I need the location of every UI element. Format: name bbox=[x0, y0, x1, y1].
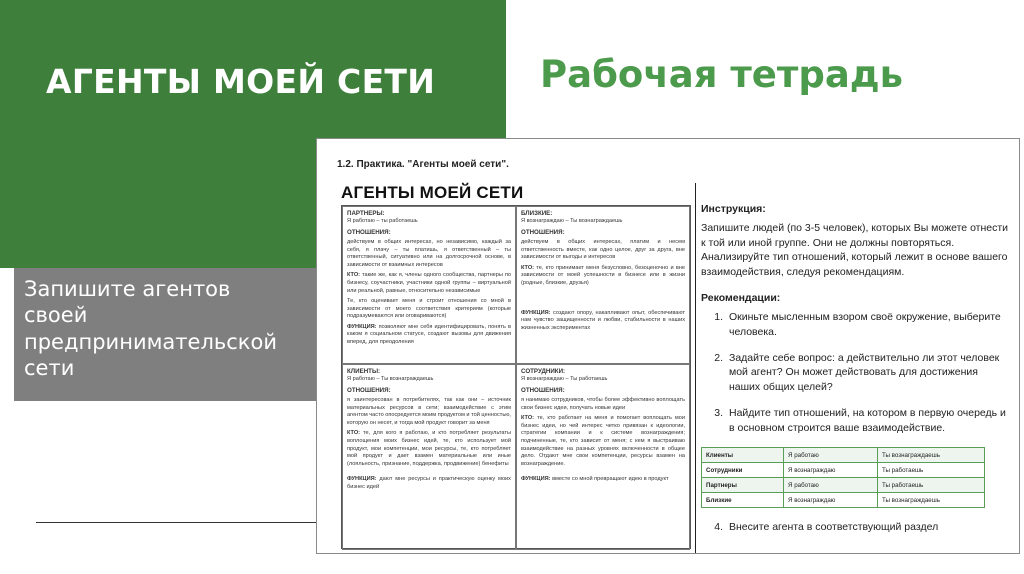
cell-extra-text: Те, кто оценивает меня и строит отношения со мной в зависимости от моего соответствия критериям (которые подразумеваются или оговариваются) bbox=[347, 298, 511, 320]
table-cell: Близкие bbox=[702, 493, 784, 508]
table-cell: Ты работаешь bbox=[878, 478, 985, 493]
cell-function bbox=[347, 324, 511, 347]
cell-relations-label: ОТНОШЕНИЯ: bbox=[521, 228, 565, 236]
list-item bbox=[701, 520, 1011, 535]
side-note-line: предпринимательской bbox=[24, 329, 277, 354]
table-row bbox=[702, 463, 985, 478]
table-row bbox=[702, 478, 985, 493]
list-item bbox=[701, 351, 1011, 396]
cell-subtitle: Я работаю – ты работаешь bbox=[347, 218, 418, 225]
cell-subtitle: Я вознаграждаю – Ты вознаграждаешь bbox=[521, 218, 623, 225]
table-cell: Сотрудники bbox=[702, 463, 784, 478]
cell-title: ПАРТНЕРЫ: bbox=[347, 210, 385, 217]
table-cell: Партнеры bbox=[702, 478, 784, 493]
cell-relations-text: действуем в общих интересах, но независимо, каждый за себя, я плачу – ты платишь, я ответственный – ты ответственный, ситуативно или на долгосрочной основе, в зависимости от взаимных интересов bbox=[347, 239, 511, 268]
list-item bbox=[701, 310, 1011, 340]
cell-subtitle: Я вознаграждаю – Ты работаешь bbox=[521, 376, 608, 383]
cell-who bbox=[347, 272, 511, 295]
cell-function-label: ФУНКЦИЯ: bbox=[347, 476, 377, 483]
step-text: Задайте себе вопрос: а действительно ли этот человек мой агент? Он может действовать для достижения наших общих целей? bbox=[729, 351, 1000, 394]
cell-title: БЛИЗКИЕ: bbox=[521, 210, 553, 217]
table-cell: Ты работаешь bbox=[878, 463, 985, 478]
cell-function-label: ФУНКЦИЯ: bbox=[347, 323, 377, 330]
cell-relations-label: ОТНОШЕНИЯ: bbox=[347, 228, 391, 236]
doc-heading: 1.2. Практика. "Агенты моей сети". bbox=[337, 159, 509, 170]
cell-function-text: дают мне ресурсы и практическую оценку моих бизнес идей bbox=[347, 476, 511, 490]
cell-who-label: КТО: bbox=[347, 430, 361, 437]
page-title: АГЕНТЫ МОЕЙ СЕТИ bbox=[46, 62, 436, 101]
cell-relations-text: я нанимаю сотрудников, чтобы более эффективно воплощать свои бизнес идеи, получать новые идеи bbox=[521, 397, 685, 411]
cell-function bbox=[521, 310, 685, 333]
step-number: 2. bbox=[714, 351, 723, 364]
cell-employees bbox=[516, 364, 690, 550]
cell-who-text: те, для кого я работаю, и кто потребляет результаты воплощения моих бизнес идей, те, кто использует мой продукт, мои компетенции, мои ресурсы, те, кто потребляет мой продукт и дает взамен материальные или иные (лояльность, признание, поддержка, продвижение) бенефиты bbox=[347, 430, 511, 467]
relations-mini-table bbox=[701, 447, 985, 508]
cell-who-text: такие же, как я, члены одного сообщества, партнеры по бизнесу, соучастники, участники одной группы – виртуальной или реальной, равные, относительно независимые bbox=[347, 272, 511, 294]
cell-who-text: те, кто работает на меня и помогает воплощать мои бизнес идеи, но чей интерес четко привязан к идеологии, стратегии компании и к системе вознаграждения; подчиненные, те, кто зависит от меня; с кем я выстраиваю взаимодействие на разных уровнях включенности в общее дело. Отдают мне свои компетенции, ресурсы взамен на вознаграждение. bbox=[521, 415, 685, 467]
cell-who bbox=[521, 415, 685, 468]
recommendations-list bbox=[701, 310, 1011, 436]
cell-clients bbox=[342, 364, 516, 550]
workbook-page-image bbox=[316, 138, 1020, 554]
cell-who bbox=[521, 265, 685, 288]
step-text: Окиньте мысленным взором своё окружение, выберите человека. bbox=[729, 310, 1001, 338]
cell-who bbox=[347, 430, 511, 468]
doc-column-divider bbox=[695, 183, 696, 554]
cell-function-label: ФУНКЦИЯ: bbox=[521, 476, 551, 483]
cell-relations-text: действуем в общих интересах, платим и несем ответственность вместе, как одно целое, друг за друга, вне зависимости от выгоды и интересов bbox=[521, 239, 685, 261]
cell-subtitle: Я работаю – Ты вознаграждаешь bbox=[347, 376, 434, 383]
cell-close-ones bbox=[516, 206, 690, 364]
list-item bbox=[701, 406, 1011, 436]
table-cell: Я работаю bbox=[784, 478, 878, 493]
step-number: 1. bbox=[714, 310, 723, 323]
step-text: Найдите тип отношений, на котором в первую очередь и в основном строится ваше взаимодействие. bbox=[729, 407, 1006, 435]
instruction-text: Запишите людей (по 3-5 человек), которых Вы можете отнести к той или иной группе. Они не должны повторяться. Анализируйте тип отношений, который лежит в основе вашего взаимодействия, следуя рекомендациям. bbox=[701, 222, 1009, 279]
agents-grid bbox=[341, 205, 691, 549]
cell-who-label: КТО: bbox=[521, 264, 535, 271]
side-note-line: Запишите агентов bbox=[24, 277, 231, 301]
instructions-column bbox=[701, 203, 1011, 546]
recommendations-label: Рекомендации: bbox=[701, 291, 781, 304]
cell-relations-text: я заинтересован в потребителях, так как они – источник материальных ресурсов в сети; взаимодействие с этим агентом часто опосредуется моим продуктом и той ценностью, которую он несет, и тогда мой продукт говорит за меня bbox=[347, 397, 511, 426]
table-cell: Клиенты bbox=[702, 448, 784, 463]
side-note-line: своей bbox=[24, 303, 88, 328]
cell-function-text: создают опору, накапливают опыт, обеспечивают нам чувство защищенности и любви, стабильности в наших жизненных экспериментах bbox=[521, 309, 685, 331]
table-row bbox=[702, 493, 985, 508]
side-note-line: сети bbox=[24, 355, 75, 380]
cell-function-text: позволяют мне себя идентифицировать, понять в каком я социальном статусе, создают вызовы для движения вперед, для преодоления bbox=[347, 323, 511, 345]
cell-who-label: КТО: bbox=[347, 272, 361, 279]
step-number: 4. bbox=[714, 521, 723, 534]
step-number: 3. bbox=[714, 407, 723, 420]
table-cell: Я вознаграждаю bbox=[784, 493, 878, 508]
step-text: Внесите агента в соответствующий раздел bbox=[729, 521, 939, 534]
table-cell: Я вознаграждаю bbox=[784, 463, 878, 478]
divider-line bbox=[36, 522, 318, 523]
table-cell: Ты вознаграждаешь bbox=[878, 448, 985, 463]
table-cell: Я работаю bbox=[784, 448, 878, 463]
cell-function-label: ФУНКЦИЯ: bbox=[521, 309, 551, 316]
recommendations-list-end bbox=[701, 520, 1011, 535]
cell-function bbox=[347, 476, 511, 491]
table-row bbox=[702, 448, 985, 463]
cell-relations-label: ОТНОШЕНИЯ: bbox=[521, 386, 565, 394]
instruction-label: Инструкция: bbox=[701, 203, 766, 215]
cell-relations-label: ОТНОШЕНИЯ: bbox=[347, 386, 391, 394]
cell-function-text: вместе со мной превращают идею в продукт bbox=[552, 476, 669, 483]
cell-who-label: КТО: bbox=[521, 415, 535, 422]
cell-title: КЛИЕНТЫ: bbox=[347, 368, 381, 375]
cell-title: СОТРУДНИКИ: bbox=[521, 368, 566, 375]
page-subtitle: Рабочая тетрадь bbox=[540, 53, 904, 96]
cell-who-text: те, кто принимает меня безусловно, безоценочно и вне зависимости от моей успешности в бизнесе или в жизни (родные, близкие, друзья) bbox=[521, 264, 685, 286]
cell-partners bbox=[342, 206, 516, 364]
cell-function bbox=[521, 476, 685, 484]
side-note-box bbox=[14, 268, 318, 401]
table-cell: Ты вознаграждаешь bbox=[878, 493, 985, 508]
doc-title: АГЕНТЫ МОЕЙ СЕТИ bbox=[341, 183, 524, 202]
